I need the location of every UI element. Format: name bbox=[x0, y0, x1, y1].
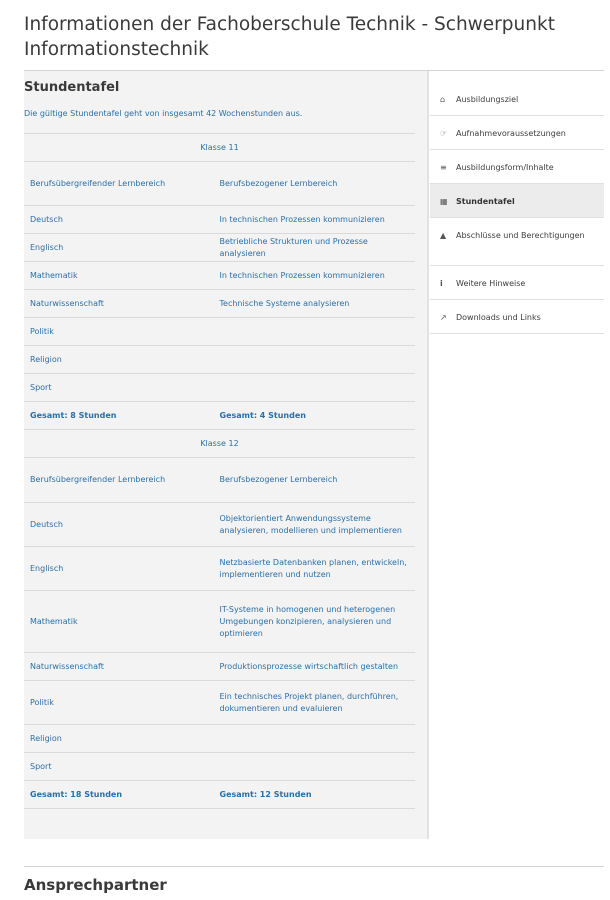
sidebar-item-downloads[interactable] bbox=[430, 300, 604, 334]
subject-cell: Englisch bbox=[24, 547, 220, 591]
sidebar-item-stundentafel[interactable] bbox=[430, 184, 604, 218]
subject-cell: Englisch bbox=[24, 234, 220, 262]
page-title: Informationen der Fachoberschule Technik - Schwerpunkt Informationstechnik bbox=[24, 14, 555, 60]
total-row bbox=[24, 781, 415, 809]
total-cell: Gesamt: 12 Stunden bbox=[220, 781, 416, 809]
field-cell: IT-Systeme in homogenen und heterogenen Umgebungen konzipieren, analysieren und optimieren bbox=[220, 591, 416, 653]
sidebar-nav bbox=[430, 82, 604, 334]
sidebar-item-aufnahmevoraussetzungen[interactable] bbox=[430, 116, 604, 150]
subject-cell: Naturwissenschaft bbox=[24, 290, 220, 318]
total-cell: Gesamt: 18 Stunden bbox=[24, 781, 220, 809]
calendar-icon: ▦ bbox=[440, 197, 448, 206]
klasse-11-header bbox=[24, 134, 415, 162]
total-cell: Gesamt: 4 Stunden bbox=[220, 402, 416, 430]
subject-cell: Mathematik bbox=[24, 262, 220, 290]
subject-cell: Deutsch bbox=[24, 503, 220, 547]
table-row bbox=[24, 681, 415, 725]
table-row bbox=[24, 503, 415, 547]
thumbs-up-icon: ☞ bbox=[440, 129, 448, 138]
sidebar-item-label: Aufnahmevoraussetzungen bbox=[456, 129, 566, 138]
subject-cell: Deutsch bbox=[24, 206, 220, 234]
field-cell bbox=[220, 374, 416, 402]
sidebar-item-label: Ausbildungsform/Inhalte bbox=[456, 163, 554, 172]
subject-cell: Religion bbox=[24, 346, 220, 374]
col2-header: Berufsbezogener Lernbereich bbox=[220, 162, 416, 206]
field-cell: In technischen Prozessen kommunizieren bbox=[220, 206, 416, 234]
field-cell: Ein technisches Projekt planen, durchführen, dokumentieren und evaluieren bbox=[220, 681, 416, 725]
sidebar-item-weitere-hinweise[interactable] bbox=[430, 266, 604, 300]
intro-text: Die gültige Stundentafel geht von insgesamt 42 Wochenstunden aus. bbox=[24, 109, 303, 118]
field-cell: Technische Systeme analysieren bbox=[220, 290, 416, 318]
section-divider bbox=[24, 866, 604, 867]
external-link-icon: ↗ bbox=[440, 313, 447, 322]
table-row bbox=[24, 262, 415, 290]
home-icon: ⌂ bbox=[440, 95, 446, 104]
field-cell: Objektorientiert Anwendungssysteme analysieren, modellieren und implementieren bbox=[220, 503, 416, 547]
total-cell: Gesamt: 8 Stunden bbox=[24, 402, 220, 430]
sidebar-item-label: Abschlüsse und Berechtigungen bbox=[456, 231, 585, 240]
sidebar-item-ausbildungsform[interactable] bbox=[430, 150, 604, 184]
field-cell: Produktionsprozesse wirtschaftlich gestalten bbox=[220, 653, 416, 681]
col1-header: Berufsübergreifender Lernbereich bbox=[24, 162, 220, 206]
table-row bbox=[24, 725, 415, 753]
klasse-12-header bbox=[24, 430, 415, 458]
klasse-12-label: Klasse 12 bbox=[24, 430, 415, 458]
sidebar-item-label: Stundentafel bbox=[456, 197, 515, 206]
field-cell: In technischen Prozessen kommunizieren bbox=[220, 262, 416, 290]
table-row bbox=[24, 206, 415, 234]
table-row bbox=[24, 374, 415, 402]
table-row bbox=[24, 234, 415, 262]
subject-cell: Religion bbox=[24, 725, 220, 753]
col1-header: Berufsübergreifender Lernbereich bbox=[24, 458, 220, 503]
field-cell bbox=[220, 725, 416, 753]
sidebar-item-ausbildungsziel[interactable] bbox=[430, 82, 604, 116]
subject-cell: Sport bbox=[24, 374, 220, 402]
info-icon: i bbox=[440, 279, 443, 288]
sidebar-item-label: Downloads und Links bbox=[456, 313, 541, 322]
field-cell bbox=[220, 346, 416, 374]
table-row bbox=[24, 318, 415, 346]
table-row bbox=[24, 653, 415, 681]
field-cell bbox=[220, 318, 416, 346]
section-title: Stundentafel bbox=[24, 80, 120, 95]
stundentafel-table bbox=[24, 133, 415, 809]
subject-cell: Naturwissenschaft bbox=[24, 653, 220, 681]
table-header-row bbox=[24, 458, 415, 503]
table-header-row bbox=[24, 162, 415, 206]
sidebar-item-abschluesse[interactable] bbox=[430, 218, 604, 266]
subject-cell: Politik bbox=[24, 681, 220, 725]
table-row bbox=[24, 591, 415, 653]
table-row bbox=[24, 290, 415, 318]
total-row bbox=[24, 402, 415, 430]
klasse-11-label: Klasse 11 bbox=[24, 134, 415, 162]
sidebar-item-label: Ausbildungsziel bbox=[456, 95, 519, 104]
col2-header: Berufsbezogener Lernbereich bbox=[220, 458, 416, 503]
subject-cell: Politik bbox=[24, 318, 220, 346]
subject-cell: Sport bbox=[24, 753, 220, 781]
subject-cell: Mathematik bbox=[24, 591, 220, 653]
table-row bbox=[24, 753, 415, 781]
sidebar-item-label: Weitere Hinweise bbox=[456, 279, 526, 288]
table-row bbox=[24, 547, 415, 591]
contact-title: Ansprechpartner bbox=[24, 876, 167, 894]
field-cell bbox=[220, 753, 416, 781]
table-row bbox=[24, 346, 415, 374]
field-cell: Betriebliche Strukturen und Prozesse analysieren bbox=[220, 234, 416, 262]
list-icon: ≡ bbox=[440, 163, 447, 172]
field-cell: Netzbasierte Datenbanken planen, entwickeln, implementieren und nutzen bbox=[220, 547, 416, 591]
graduation-cap-icon: ▲ bbox=[440, 231, 447, 240]
